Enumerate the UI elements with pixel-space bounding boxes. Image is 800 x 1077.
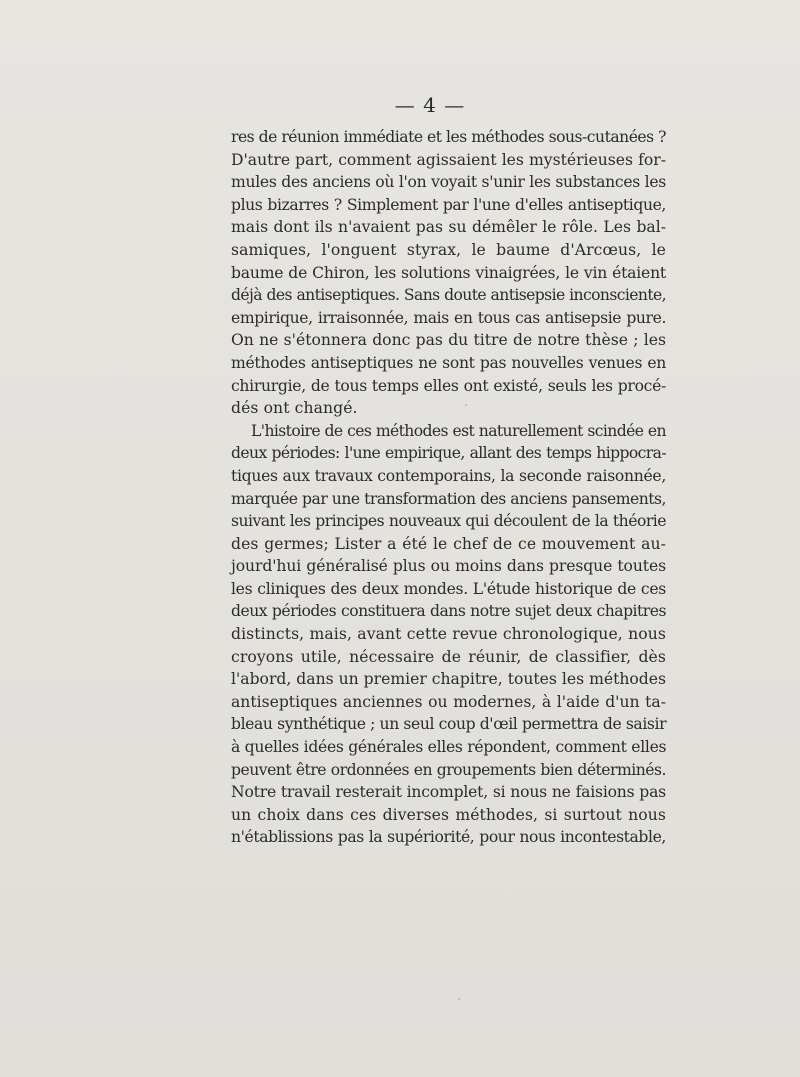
text-line: dés ont changé.: [231, 399, 358, 418]
text-line: On ne s'étonnera donc pas du titre de notre thèse ; les: [231, 331, 666, 350]
text-line: plus bizarres ? Simplement par l'une d'elles antiseptique,: [231, 195, 666, 214]
text-line: jourd'hui généralisé plus ou moins dans presque toutes: [231, 557, 666, 576]
paper-speck: [465, 404, 467, 406]
paper-speck: [458, 998, 460, 1000]
text-line: L'histoire de ces méthodes est naturellement scindée en: [251, 421, 666, 440]
text-line: méthodes antiseptiques ne sont pas nouvelles venues en: [231, 353, 666, 372]
text-line: peuvent être ordonnées en groupements bien déterminés.: [231, 760, 666, 779]
text-line: samiques, l'onguent styrax, le baume d'Arcœus, le: [231, 240, 666, 259]
text-line: Notre travail resterait incomplet, si nous ne faisions pas: [231, 783, 666, 802]
text-line: bleau synthétique ; un seul coup d'œil permettra de saisir: [231, 715, 667, 734]
text-line: D'autre part, comment agissaient les mystérieuses for-: [231, 150, 666, 169]
text-line: l'abord, dans un premier chapitre, toutes les méthodes: [231, 670, 666, 689]
text-line: deux périodes: l'une empirique, allant des temps hippocra-: [231, 444, 666, 463]
text-line: mules des anciens où l'on voyait s'unir les substances les: [231, 173, 666, 192]
text-line: mais dont ils n'avaient pas su démêler le rôle. Les bal-: [231, 218, 666, 237]
text-line: marquée par une transformation des anciens pansements,: [231, 489, 666, 508]
text-line: tiques aux travaux contemporains, la seconde raisonnée,: [231, 466, 666, 485]
text-line: suivant les principes nouveaux qui découlent de la théorie: [231, 512, 666, 531]
paragraph-1: [231, 126, 666, 420]
text-line: antiseptiques anciennes ou modernes, à l'aide d'un ta-: [231, 692, 666, 711]
text-line: croyons utile, nécessaire de réunir, de classifier, dès: [231, 647, 666, 666]
text-line: chirurgie, de tous temps elles ont existé, seuls les procé-: [231, 376, 666, 395]
text-line: empirique, irraisonnée, mais en tous cas antisepsie pure.: [231, 308, 666, 327]
text-line: un choix dans ces diverses méthodes, si surtout nous: [231, 805, 666, 824]
text-line: baume de Chiron, les solutions vinaigrées, le vin étaient: [231, 263, 666, 282]
text-line: res de réunion immédiate et les méthodes sous-cutanées ?: [231, 128, 666, 146]
text-line: deux périodes constituera dans notre sujet deux chapitres: [231, 602, 666, 621]
text-line: distincts, mais, avant cette revue chronologique, nous: [231, 625, 666, 644]
text-line: les cliniques des deux mondes. L'étude historique de ces: [231, 579, 666, 598]
text-line: des germes; Lister a été le chef de ce mouvement au-: [231, 534, 666, 553]
text-line: à quelles idées générales elles répondent, comment elles: [231, 738, 667, 757]
body-text: [231, 126, 666, 849]
text-line: n'établissions pas la supériorité, pour nous incontestable,: [231, 828, 666, 847]
page-number: — 4 —: [394, 93, 466, 117]
paragraph-2: [231, 420, 666, 849]
text-line: déjà des antiseptiques. Sans doute antisepsie inconsciente,: [231, 286, 666, 305]
